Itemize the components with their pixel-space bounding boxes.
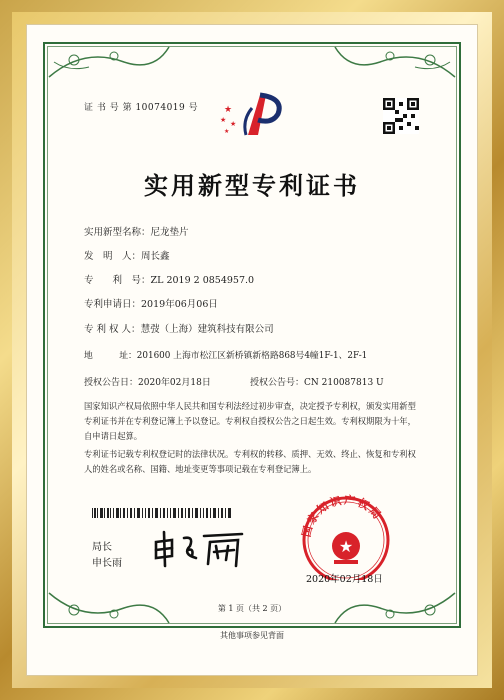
inventor: 周长鑫	[141, 251, 170, 262]
director-title: 局长	[92, 542, 112, 553]
grant-number: CN 210087813 U	[304, 378, 384, 388]
patent-number-label: 专 利 号：	[84, 275, 151, 286]
address-row	[84, 348, 367, 361]
grant-date: 2020年02月18日	[138, 378, 211, 388]
patent-number-row	[84, 272, 254, 286]
filing-date-row	[84, 296, 218, 310]
certificate-number: 证 书 号 第 10074019 号	[84, 103, 199, 113]
director-name: 申长雨	[92, 558, 122, 569]
svg-text:★: ★	[338, 537, 354, 556]
certificate-title: 实用新型专利证书	[144, 171, 360, 200]
address: 201600 上海市松江区新桥镇新格路868号4幢1F-1、2F-1	[136, 351, 368, 361]
filing-date: 2019年06月06日	[141, 299, 218, 310]
patentee-label: 专 利 权 人：	[84, 324, 141, 335]
svg-text:国家知识产权局	[299, 493, 385, 539]
address-label: 地 址：	[84, 351, 137, 361]
grant-date-row	[84, 375, 211, 388]
utility-model-name: 尼龙垫片	[150, 227, 189, 238]
utility-model-name-label: 实用新型名称：	[84, 227, 151, 238]
back-notes: 其他事项参见背面	[220, 631, 284, 640]
director-signature	[150, 528, 246, 570]
cnipa-logo	[218, 90, 288, 140]
patentee-row	[84, 321, 274, 335]
page-number: 第 1 页（共 2 页）	[217, 604, 287, 613]
official-seal	[296, 490, 396, 580]
ornament-top-right	[330, 42, 460, 82]
inventor-row	[84, 248, 170, 262]
patentee: 慧弢（上海）建筑科技有限公司	[140, 324, 274, 335]
svg-text:★: ★	[220, 116, 227, 124]
legal-status-statement: 专利证书记载专利权登记时的法律状况。专利权的转移、质押、无效、终止、恢复和专利权人的姓名或名称、国籍、地址变更等事项记载在专利登记簿上。	[84, 449, 416, 474]
svg-text:★: ★	[224, 105, 233, 115]
grant-date-label: 授权公告日：	[84, 378, 139, 388]
svg-text:★: ★	[224, 128, 230, 135]
filing-date-label: 专利申请日：	[84, 299, 142, 310]
qr-code	[383, 98, 419, 134]
ornament-top-left	[44, 42, 174, 82]
seal-text: 国家知识产权局	[299, 493, 385, 539]
seal-date: 2020年02月18日	[306, 574, 383, 585]
inventor-label: 发 明 人：	[84, 251, 142, 262]
grant-number-row	[250, 375, 384, 388]
barcode	[92, 503, 232, 513]
svg-text:★: ★	[230, 120, 237, 128]
grant-number-label: 授权公告号：	[250, 378, 305, 388]
patent-number: ZL 2019 2 0854957.0	[150, 275, 255, 286]
grant-statement: 国家知识产权局依照中华人民共和国专利法经过初步审查，决定授予专利权，颁发实用新型专利证书并在专利登记簿上予以登记。专利权自授权公告之日起生效。专利权期限为十年，自申请日起算。	[84, 401, 416, 441]
utility-model-name-row	[84, 224, 189, 238]
